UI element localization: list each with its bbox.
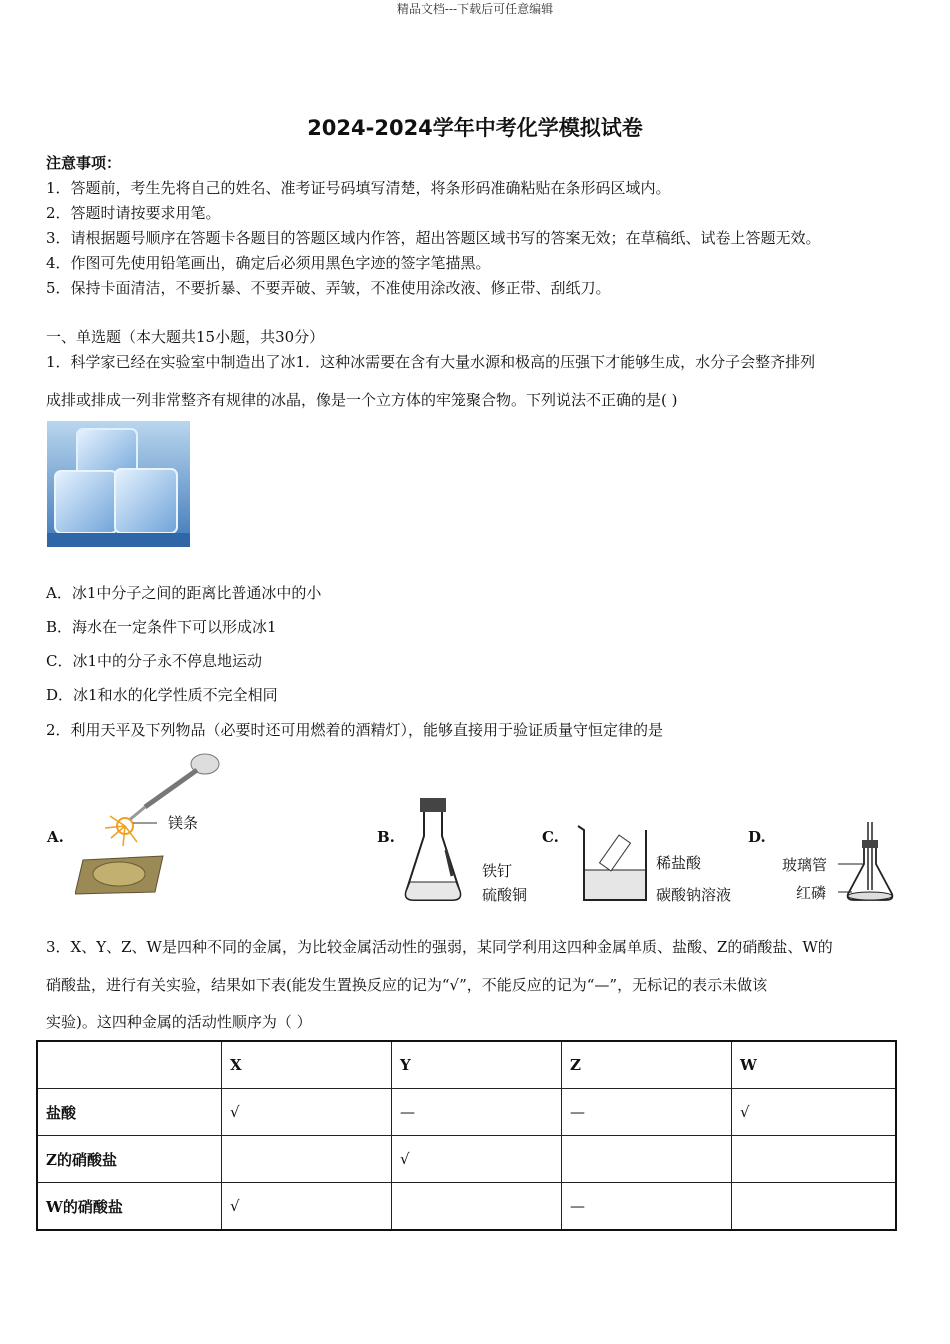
table-cell xyxy=(732,1136,897,1183)
flask-iron-nail-diagram xyxy=(400,796,480,904)
magnesium-burning-diagram xyxy=(75,752,225,897)
q1-option-a: A．冰1中分子之间的距离比普通冰中的小 xyxy=(46,584,322,602)
q1-option-b: B．海水在一定条件下可以形成冰1 xyxy=(46,618,277,636)
table-cell: — xyxy=(562,1089,732,1136)
table-cell xyxy=(562,1136,732,1183)
q3-stem-line3: 实验)。这四种金属的活动性顺序为（ ） xyxy=(46,1013,312,1031)
table-header-z: Z xyxy=(562,1041,732,1089)
q1-option-d: D．冰1和水的化学性质不完全相同 xyxy=(46,686,278,704)
notice-heading: 注意事项： xyxy=(46,154,122,172)
q3-stem-line1: 3．X、Y、Z、W是四种不同的金属，为比较金属活动性的强弱，某同学利用这四种金属单质、盐酸、Z的硝酸盐、W的 xyxy=(46,938,833,956)
table-row xyxy=(37,1089,896,1136)
label-iron-nail: 铁钉 xyxy=(482,862,513,880)
q2-stem: 2．利用天平及下列物品（必要时还可用燃着的酒精灯），能够直接用于验证质量守恒定律的是 xyxy=(46,721,664,739)
table-cell: — xyxy=(562,1183,732,1231)
page-title: 2024-2024学年中考化学模拟试卷 xyxy=(307,116,643,140)
table-header-x: X xyxy=(222,1041,392,1089)
label-sodium-carbonate: 碳酸钠溶液 xyxy=(656,886,732,904)
q1-stem-line2: 成排或排成一列非常整齐有规律的冰晶，像是一个立方体的牢笼聚合物。下列说法不正确的是( ) xyxy=(46,391,678,409)
table-cell xyxy=(222,1136,392,1183)
q3-stem-line2: 硝酸盐，进行有关实验，结果如下表(能发生置换反应的记为“√”，不能反应的记为“—”，无标记的表示未做该 xyxy=(46,976,768,994)
table-cell: √ xyxy=(222,1183,392,1231)
q2-option-b-letter: B. xyxy=(377,828,395,846)
table-row xyxy=(37,1136,896,1183)
table-header-row xyxy=(37,1041,896,1089)
notice-item: 4．作图可先使用铅笔画出，确定后必须用黑色字迹的签字笔描黑。 xyxy=(46,254,491,272)
notice-item: 2．答题时请按要求用笔。 xyxy=(46,204,221,222)
flask-glass-tube-diagram xyxy=(838,820,902,906)
table-cell: √ xyxy=(222,1089,392,1136)
notice-item: 1．答题前，考生先将自己的姓名、准考证号码填写清楚，将条形码准确粘贴在条形码区域内。 xyxy=(46,179,671,197)
q1-stem-line1: 1．科学家已经在实验室中制造出了冰1．这种冰需要在含有大量水源和极高的压强下才能够生成，水分子会整齐排列 xyxy=(46,353,816,371)
q2-option-a-letter: A. xyxy=(47,828,64,846)
section-heading: 一、单选题（本大题共15小题，共30分） xyxy=(46,328,325,346)
table-cell xyxy=(732,1183,897,1231)
table-cell: √ xyxy=(392,1136,562,1183)
table-cell xyxy=(392,1183,562,1231)
beaker-diagram xyxy=(574,820,654,904)
label-red-phosphorus: 红磷 xyxy=(796,884,827,902)
table-row-label: W的硝酸盐 xyxy=(37,1183,222,1231)
q2-option-d-letter: D. xyxy=(748,828,766,846)
reaction-table xyxy=(36,1040,897,1231)
table-cell xyxy=(37,1041,222,1089)
table-cell: √ xyxy=(732,1089,897,1136)
table-header-w: W xyxy=(732,1041,897,1089)
table-cell: — xyxy=(392,1089,562,1136)
q1-option-c: C．冰1中的分子永不停息地运动 xyxy=(46,652,263,670)
table-row-label: 盐酸 xyxy=(37,1089,222,1136)
label-hydrochloric-acid: 稀盐酸 xyxy=(656,854,702,872)
ice-cube-image xyxy=(47,421,190,547)
label-magnesium: 镁条 xyxy=(168,814,199,832)
label-glass-tube: 玻璃管 xyxy=(782,856,828,874)
notice-item: 3．请根据题号顺序在答题卡各题目的答题区域内作答，超出答题区域书写的答案无效；在草稿纸、试卷上答题无效。 xyxy=(46,229,821,247)
label-copper-sulfate: 硫酸铜 xyxy=(482,886,528,904)
table-header-y: Y xyxy=(392,1041,562,1089)
notice-item: 5．保持卡面清洁，不要折暴、不要弄破、弄皱，不准使用涂改液、修正带、刮纸刀。 xyxy=(46,279,611,297)
q2-option-c-letter: C. xyxy=(542,828,559,846)
header-note: 精品文档---下载后可任意编辑 xyxy=(396,2,554,16)
table-row-label: Z的硝酸盐 xyxy=(37,1136,222,1183)
table-row xyxy=(37,1183,896,1231)
